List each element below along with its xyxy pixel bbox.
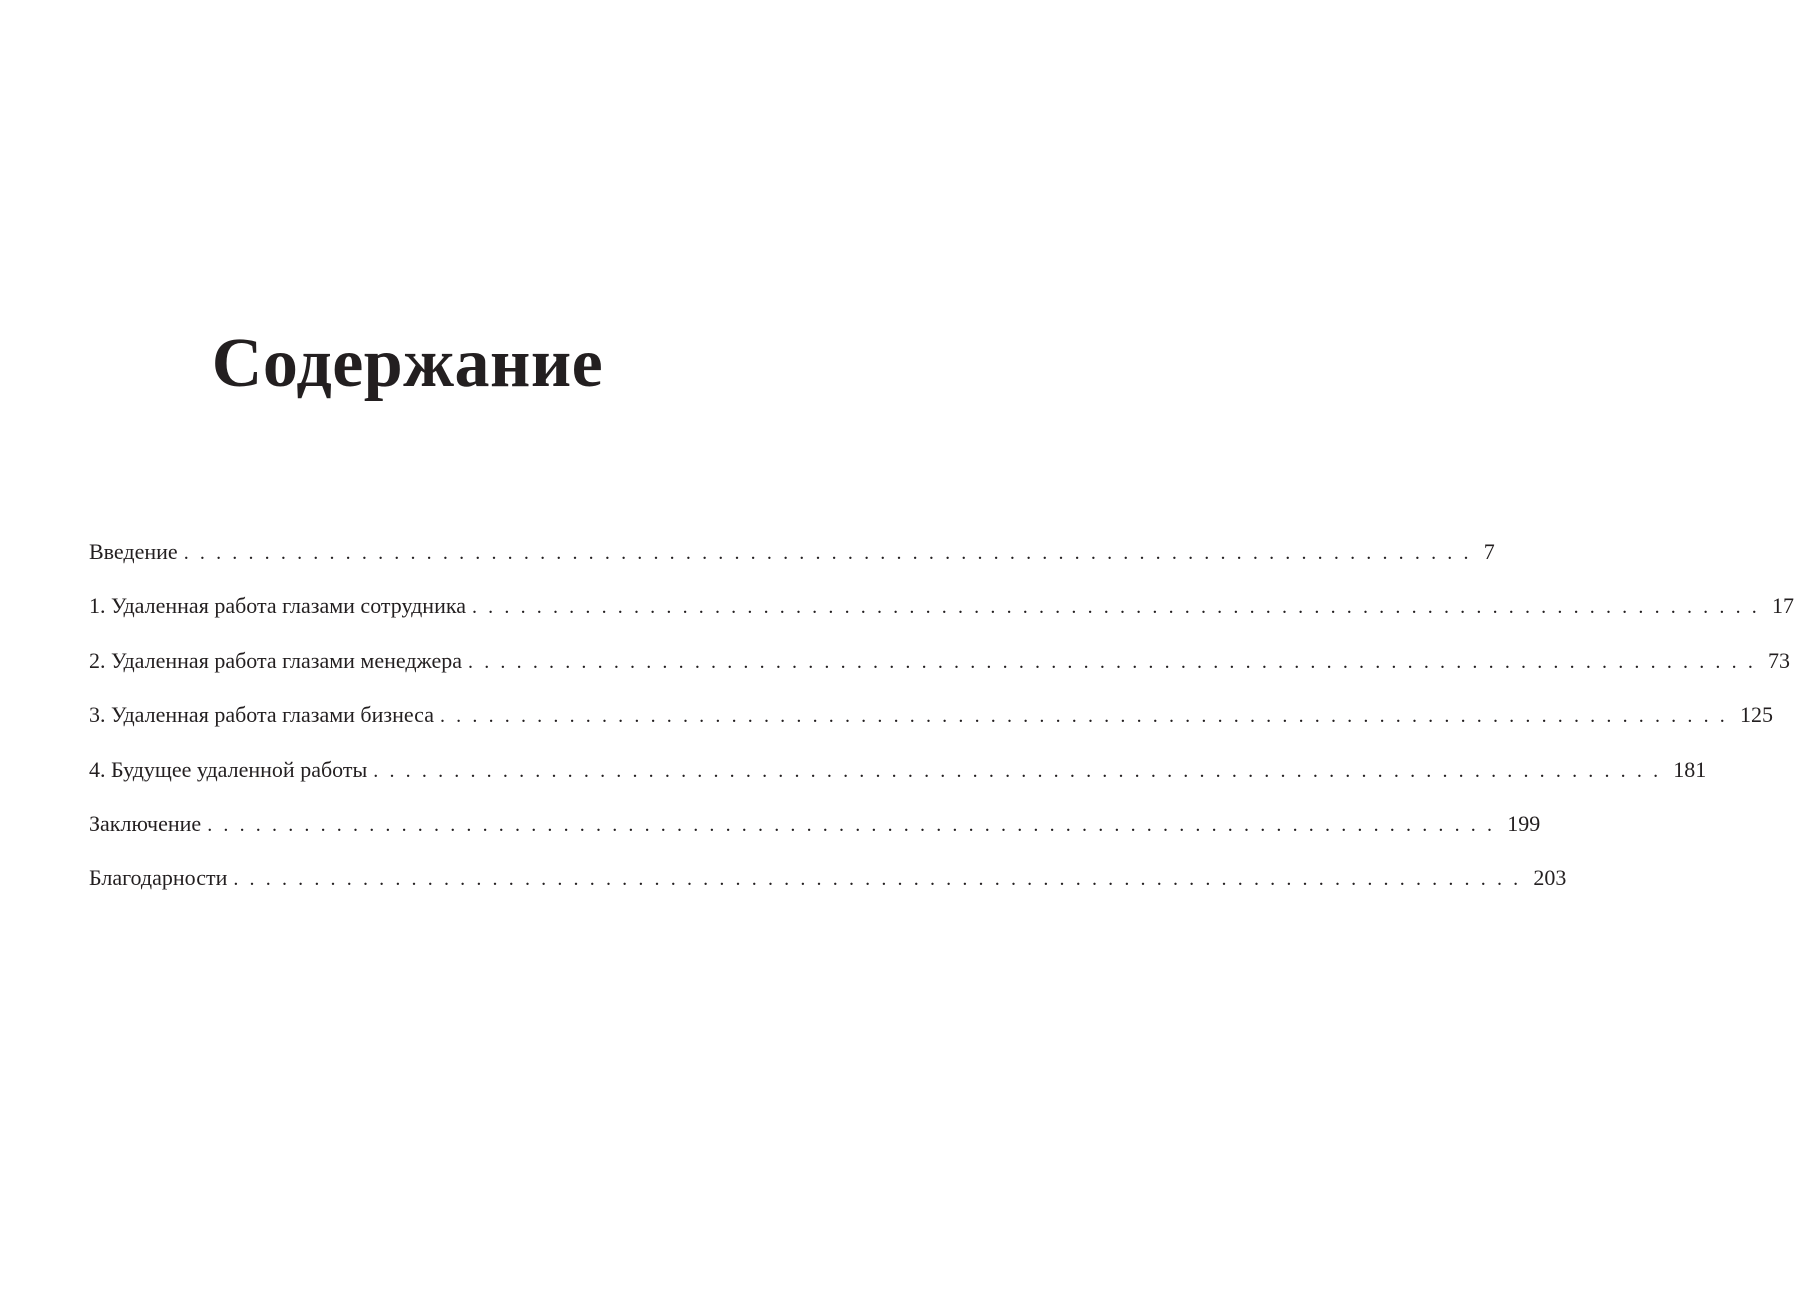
toc-entry-chapter-1[interactable]: [89, 589, 1794, 643]
toc-entry-page-number: 73: [1768, 647, 1791, 673]
toc-entry-page-number: 17: [1771, 593, 1794, 619]
toc-entry-chapter-3[interactable]: [89, 698, 1773, 752]
toc-entry-page-number: 203: [1533, 865, 1567, 891]
toc-entry-label: 4. Будущее удаленной работы: [89, 756, 368, 782]
toc-entry-label: Заключение: [89, 810, 202, 836]
dot-leader: ................................................................................: [439, 705, 1736, 728]
dot-leader: ................................................................................: [183, 542, 1480, 564]
dot-leader: ................................................................................: [207, 813, 1504, 836]
toc-entry-label: 2. Удаленная работа глазами менеджера: [89, 647, 463, 673]
toc-entry-label: Благодарности: [89, 865, 228, 891]
toc-entry-label: Введение: [89, 539, 178, 564]
toc-entry-chapter-4[interactable]: [89, 753, 1707, 807]
toc-entry-page-number: 181: [1673, 756, 1707, 782]
table-of-contents: [89, 535, 1794, 916]
toc-entry-chapter-2[interactable]: [89, 644, 1791, 698]
toc-entry-page-number: 199: [1507, 810, 1541, 836]
toc-entry-introduction[interactable]: [89, 535, 1495, 589]
toc-entry-page-number: 125: [1739, 702, 1773, 728]
toc-entry-page-number: 7: [1483, 539, 1495, 564]
dot-leader: ................................................................................: [233, 868, 1530, 891]
toc-entry-label: 3. Удаленная работа глазами бизнеса: [89, 702, 434, 728]
dot-leader: ................................................................................: [468, 650, 1765, 673]
dot-leader: ................................................................................: [373, 759, 1670, 782]
toc-entry-conclusion[interactable]: [89, 807, 1541, 861]
dot-leader: ................................................................................: [471, 596, 1768, 619]
toc-entry-label: 1. Удаленная работа глазами сотрудника: [89, 593, 466, 619]
page-title: Содержание: [211, 325, 604, 402]
toc-entry-acknowledgements[interactable]: [89, 861, 1567, 915]
